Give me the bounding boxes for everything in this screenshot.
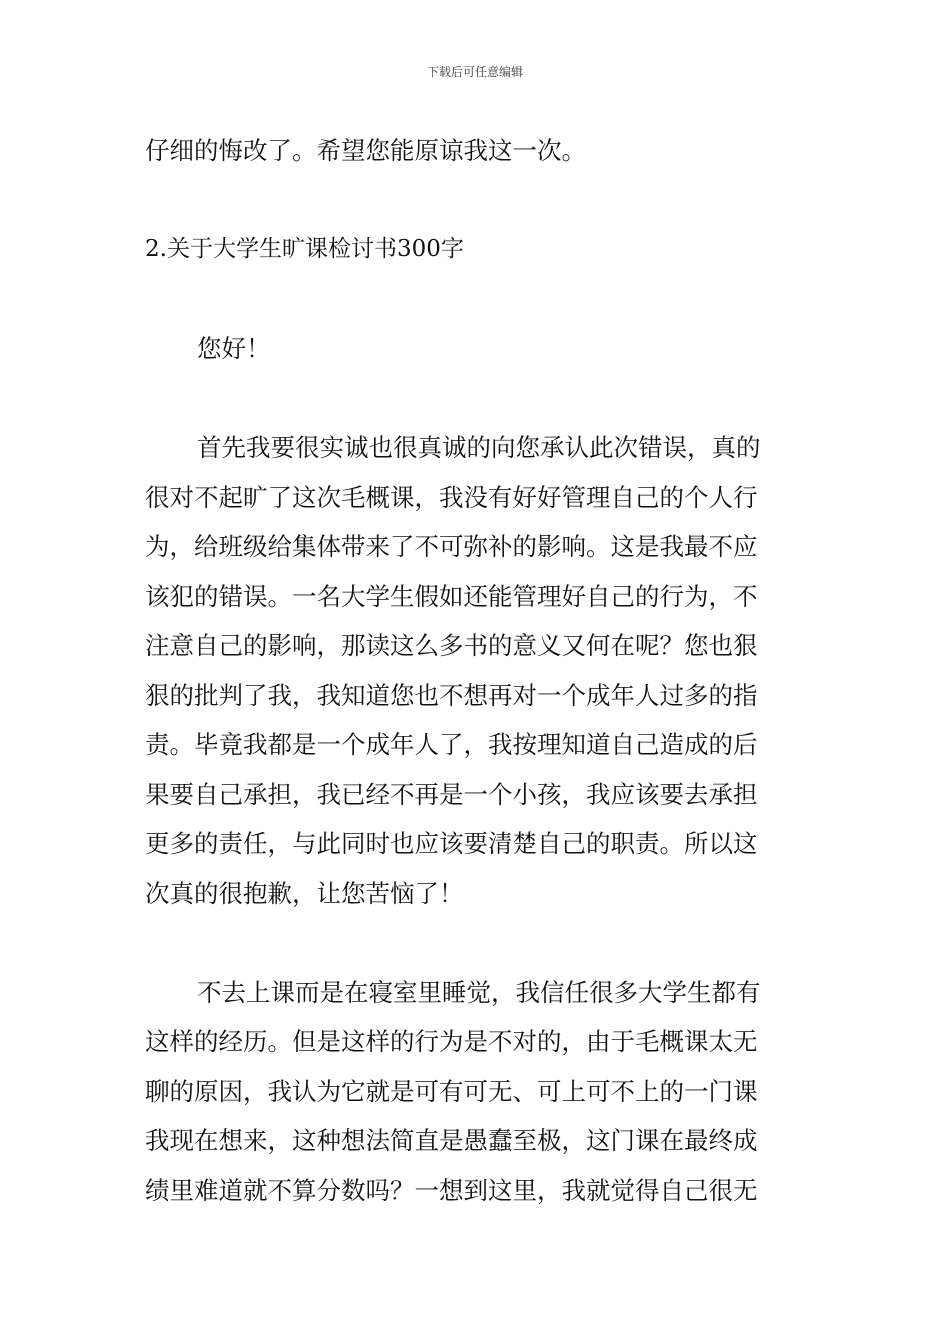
paragraph-line: 绩里难道就不算分数吗？一想到这里，我就觉得自己很无 [145,1175,758,1205]
paragraph-line: 次真的很抱歉，让您苦恼了！ [145,878,464,908]
paragraph-line: 聊的原因，我认为它就是可有可无、可上可不上的一门课 [145,1076,758,1106]
section-title: 2.关于大学生旷课检讨书300字 [145,236,464,262]
paragraph-2 [145,968,810,1216]
paragraph-line: 我现在想来，这种想法简直是愚蠢至极，这门课在最终成 [145,1126,758,1155]
paragraph-gap [145,918,810,968]
page-header-note: 下载后可任意编辑 [426,65,523,79]
paragraph-line: 不去上课而是在寝室里睡觉，我信任很多大学生都有 [197,977,761,1007]
document-body [145,126,810,1215]
greeting: 您好！ [197,334,271,363]
paragraph-gap [145,176,810,226]
paragraph-line: 首先我要很实诚也很真诚的向您承认此次错误，真的 [197,433,761,462]
paragraph-line: 很对不起旷了这次毛概课，我没有好好管理自己的个人行 [145,482,758,512]
paragraph-gap [145,374,810,424]
intro-line: 仔细的悔改了。希望您能原谅我这一次。 [145,136,586,165]
paragraph-line: 这样的经历。但是这样的行为是不对的，由于毛概课太无 [145,1027,758,1056]
paragraph-gap [145,275,810,325]
paragraph-line: 注意自己的影响，那读这么多书的意义又何在呢？您也狠 [145,631,758,660]
paragraph-line: 更多的责任，与此同时也应该要清楚自己的职责。所以这 [145,829,758,858]
paragraph-line: 责。毕竟我都是一个成年人了，我按理知道自己造成的后 [145,730,758,759]
paragraph-line: 果要自己承担，我已经不再是一个小孩，我应该要去承担 [145,779,758,809]
paragraph-1 [145,423,810,918]
paragraph-line: 狠的批判了我，我知道您也不想再对一个成年人过多的指 [145,680,758,710]
paragraph-line: 为，给班级给集体带来了不可弥补的影响。这是我最不应 [145,532,758,561]
paragraph-line: 该犯的错误。一名大学生假如还能管理好自己的行为，不 [145,581,758,611]
